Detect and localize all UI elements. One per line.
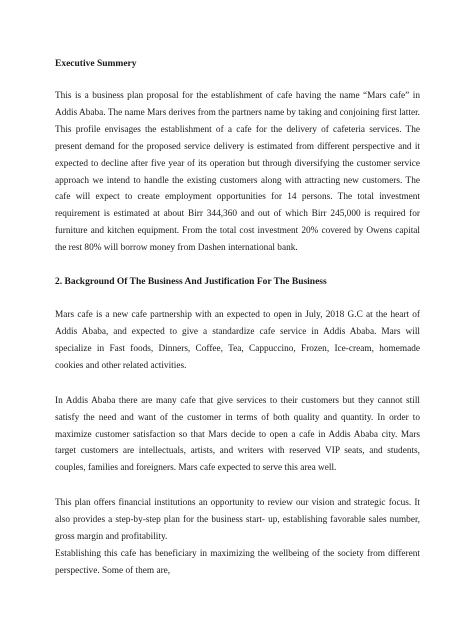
background-paragraph-3: This plan offers financial institutions an opportunity to review our vision and strategic focus. It also provides a step-by-step plan for the business start- up, establishing favorable sales number, gross margin and profitability.: [55, 498, 420, 543]
background-paragraph-2: In Addis Ababa there are many cafe that give services to their customers but they cannot still satisfy the need and want of the customer in terms of both quality and quantity. In order to maximize customer satisfaction so that Mars decide to open a cafe in Addis Ababa city. Mars target customers are intellectuals, artists, and writers with reserved VIP seats, and students, couples, families and foreigners. Mars cafe expected to serve this area well.: [55, 395, 420, 474]
background-paragraph-1: Mars cafe is a new cafe partnership with an expected to open in July, 2018 G.C at the heart of Addis Ababa, and expected to give a standardize cafe service in Addis Ababa. Mars will specialize in Fast foods, Dinners, Coffee, Tea, Cappuccino, Frozen, Ice-cream, homemade cookies and other related activities.: [55, 310, 420, 371]
executive-summary-paragraph: This is a business plan proposal for the establishment of cafe having the name “Mars cafe” in Addis Ababa. The name Mars derives from the partners name by taking and conjoining first latter. This profile envisages the establishment of a cafe for the delivery of cafeteria services. The present demand for the proposed service delivery is estimated from different perspective and it expected to decline after five year of its operation but through diversifying the customer service approach we intend to handle the existing customers along with attracting new customers. The cafe will expect to create employment opportunities for 14 persons. The total investment requirement is estimated at about Birr 344,360 and out of which Birr 245,000 is required for furniture and kitchen equipment. From the total cost investment 20% covered by Owens capital the rest 80% will borrow money from Dashen international bank.: [55, 91, 420, 254]
background-heading: 2. Background Of The Business And Justification For The Business: [55, 277, 327, 288]
executive-summary-heading: Executive Summery: [55, 59, 137, 69]
background-paragraph-4: Establishing this cafe has beneficiary in maximizing the wellbeing of the society from different perspective. Some of them are,: [55, 548, 420, 576]
document-body: [55, 57, 420, 580]
